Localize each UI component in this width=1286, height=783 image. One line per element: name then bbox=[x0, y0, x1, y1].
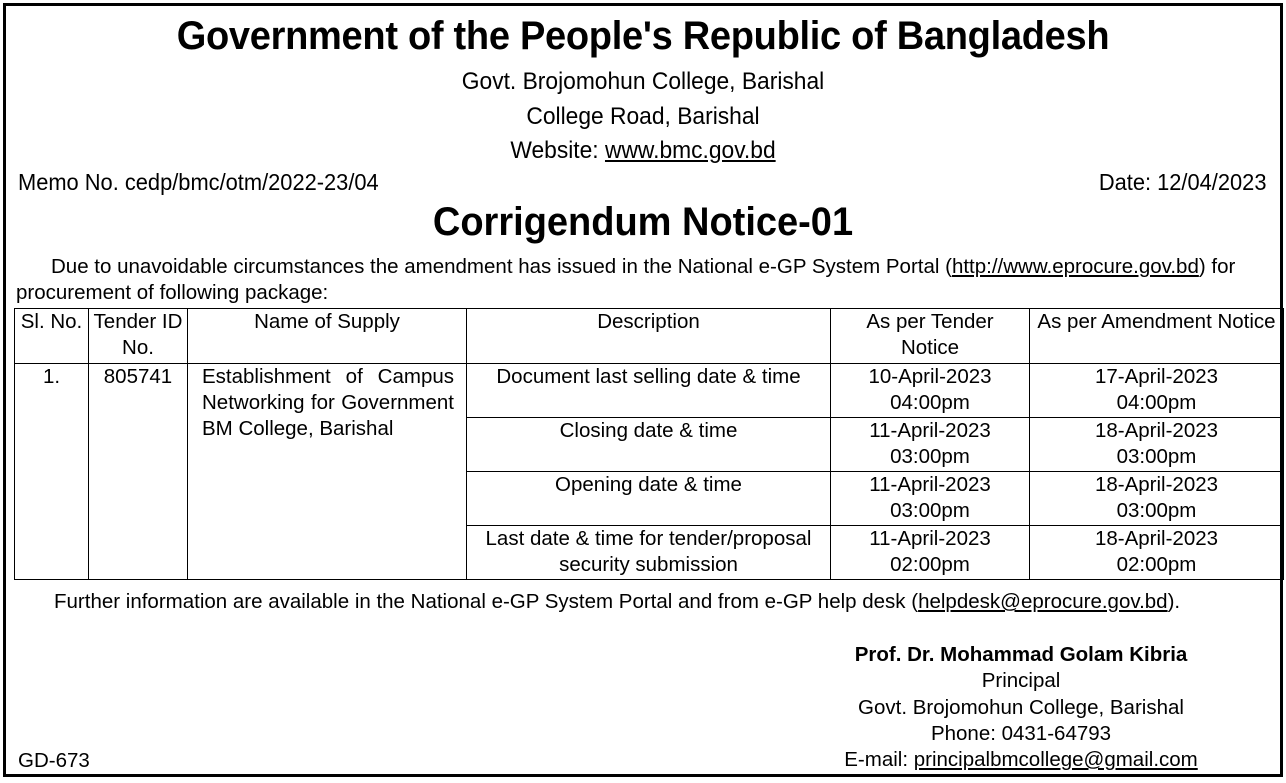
cell-amend-datetime bbox=[1030, 472, 1284, 526]
government-title: Government of the People's Republic of Bangladesh bbox=[176, 14, 1110, 58]
signatory-email-line bbox=[826, 747, 1216, 773]
amend-date: 18-April-2023 bbox=[1094, 419, 1219, 442]
cell-amend-datetime bbox=[1030, 364, 1284, 418]
header-tender-id: Tender ID No. bbox=[89, 309, 188, 364]
helpdesk-email-link[interactable]: helpdesk@eprocure.gov.bd bbox=[918, 590, 1168, 613]
cell-tender-id: 805741 bbox=[89, 364, 188, 580]
tender-time: 03:00pm bbox=[890, 499, 970, 522]
amendment-table bbox=[14, 308, 1284, 580]
amend-time: 02:00pm bbox=[1116, 553, 1197, 576]
further-info-text: Further information are available in the National e-GP System Portal and from e-GP help desk ( bbox=[54, 590, 919, 613]
amend-time: 03:00pm bbox=[1116, 499, 1197, 522]
tender-date: 10-April-2023 bbox=[868, 365, 992, 388]
header-sl: Sl. No. bbox=[15, 309, 89, 364]
website-line bbox=[38, 137, 1248, 165]
further-info-end: ). bbox=[1167, 590, 1181, 613]
table-row bbox=[15, 364, 1284, 418]
intro-line-1 bbox=[16, 254, 1266, 280]
signatory-phone: Phone: 0431-64793 bbox=[930, 722, 1112, 745]
website-label: Website: bbox=[510, 137, 605, 164]
header-tender-notice: As per Tender Notice bbox=[831, 309, 1030, 364]
college-road: College Road, Barishal bbox=[526, 103, 760, 130]
header-supply: Name of Supply bbox=[188, 309, 467, 364]
cell-sl: 1. bbox=[15, 364, 89, 580]
notice-title: Corrigendum Notice-01 bbox=[432, 200, 854, 244]
signatory-designation: Principal bbox=[981, 669, 1061, 692]
website-link[interactable]: www.bmc.gov.bd bbox=[604, 137, 776, 164]
cell-amend-datetime bbox=[1030, 526, 1284, 580]
cell-description: Document last selling date & time bbox=[467, 364, 831, 418]
ad-code: GD-673 bbox=[18, 749, 90, 772]
tender-date: 11-April-2023 bbox=[869, 473, 991, 496]
amend-date: 17-April-2023 bbox=[1094, 365, 1219, 388]
cell-description: Opening date & time bbox=[467, 472, 831, 526]
signatory-name: Prof. Dr. Mohammad Golam Kibria bbox=[854, 643, 1188, 666]
amend-date: 18-April-2023 bbox=[1094, 473, 1219, 496]
cell-tender-datetime bbox=[831, 364, 1030, 418]
further-info bbox=[54, 589, 1180, 615]
intro-text-a: Due to unavoidable circumstances the amendment has issued in the National e-GP System Portal ( bbox=[51, 255, 952, 278]
memo-number: Memo No. cedp/bmc/otm/2022-23/04 bbox=[18, 169, 379, 195]
intro-text-b: ) for bbox=[1198, 255, 1236, 278]
cell-description: Last date & time for tender/proposal security submission bbox=[467, 526, 831, 580]
amend-time: 03:00pm bbox=[1116, 445, 1197, 468]
cell-tender-datetime bbox=[831, 418, 1030, 472]
cell-amend-datetime bbox=[1030, 418, 1284, 472]
tender-time: 02:00pm bbox=[890, 553, 970, 576]
header-description: Description bbox=[467, 309, 831, 364]
cell-description: Closing date & time bbox=[467, 418, 831, 472]
cell-supply: Establishment of Campus Networking for Government BM College, Barishal bbox=[188, 364, 467, 580]
intro-line-2: procurement of following package: bbox=[16, 281, 329, 304]
tender-time: 04:00pm bbox=[890, 391, 970, 414]
tender-date: 11-April-2023 bbox=[869, 419, 991, 442]
amend-time: 04:00pm bbox=[1116, 391, 1197, 414]
notice-page bbox=[3, 3, 1283, 777]
cell-tender-datetime bbox=[831, 472, 1030, 526]
amend-date: 18-April-2023 bbox=[1094, 527, 1219, 550]
cell-tender-datetime bbox=[831, 526, 1030, 580]
signatory-institution: Govt. Brojomohun College, Barishal bbox=[858, 696, 1184, 719]
tender-date: 11-April-2023 bbox=[869, 527, 991, 550]
principal-email-link[interactable]: principalbmcollege@gmail.com bbox=[913, 748, 1198, 771]
portal-link[interactable]: http://www.eprocure.gov.bd bbox=[951, 255, 1199, 278]
tender-time: 03:00pm bbox=[890, 445, 970, 468]
email-label: E-mail: bbox=[844, 748, 914, 771]
notice-date: Date: 12/04/2023 bbox=[1098, 169, 1266, 195]
college-name: Govt. Brojomohun College, Barishal bbox=[461, 68, 825, 95]
table-header-row bbox=[15, 309, 1284, 364]
header-amendment: As per Amendment Notice bbox=[1030, 309, 1284, 364]
